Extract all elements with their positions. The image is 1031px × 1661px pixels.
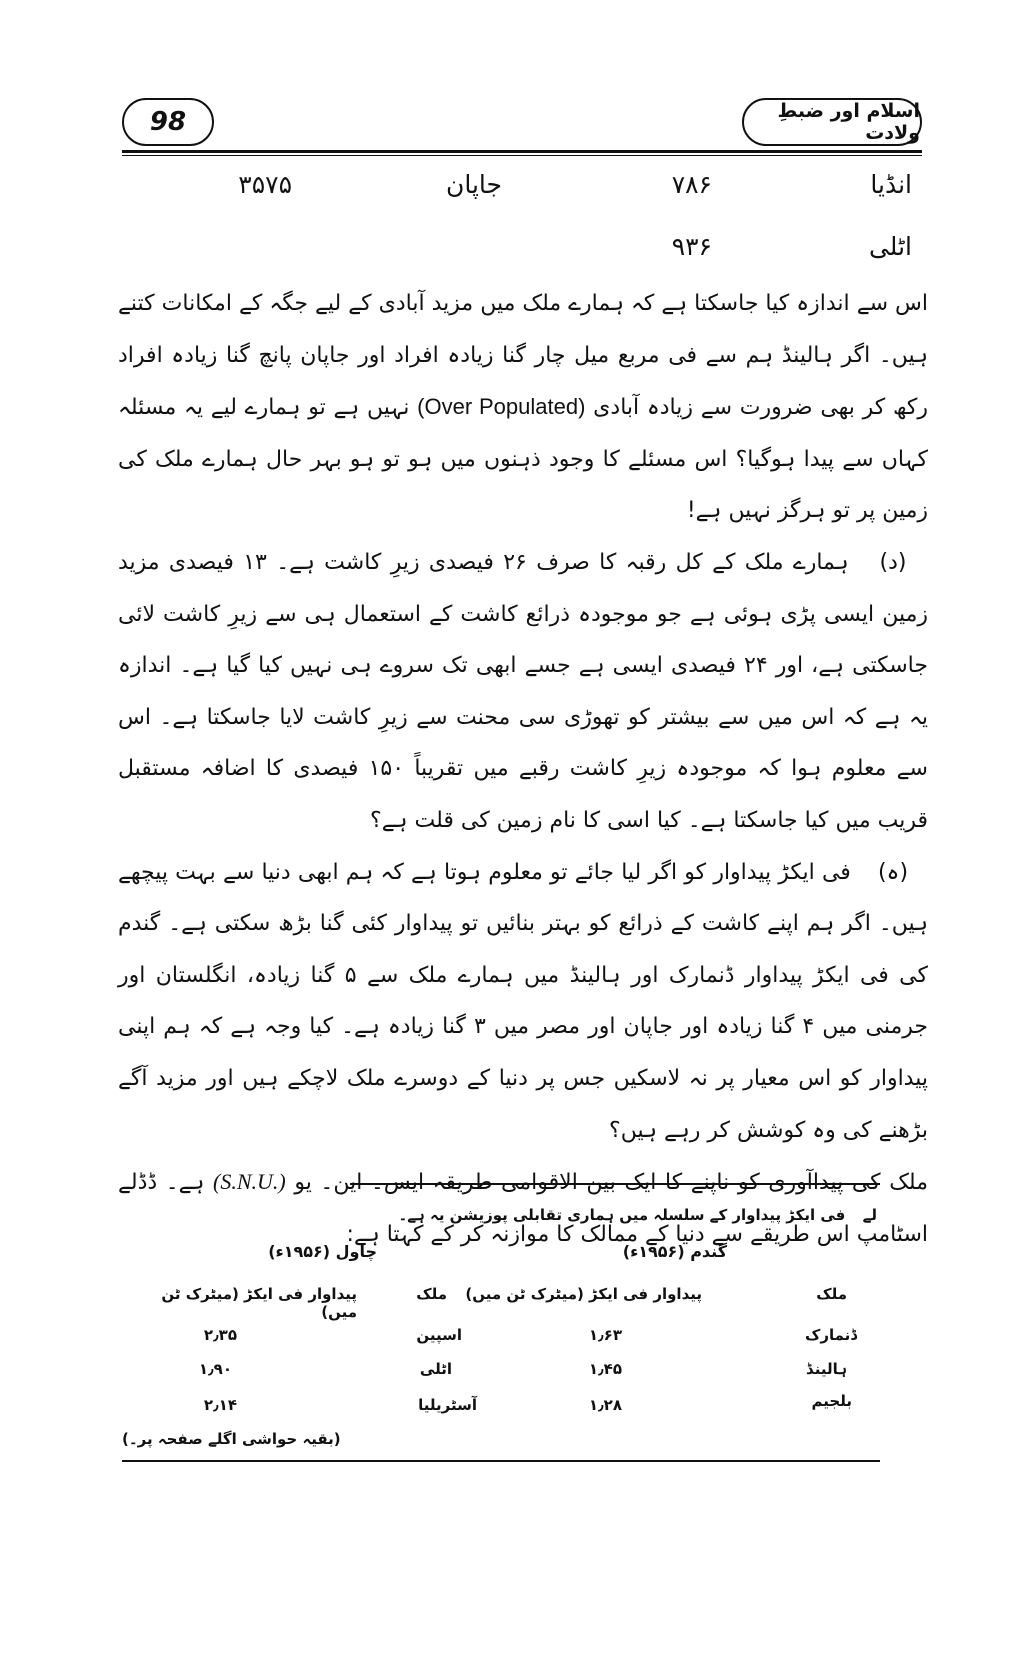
rice-value: ۲٫۳۵ [203,1326,237,1344]
country-cell: جاپان [445,170,502,199]
wheat-value: ۱٫۴۵ [588,1360,622,1378]
paragraph [118,278,928,537]
wheat-table-title: گندم (۱۹۵۶ء) [622,1242,727,1261]
bottom-rule [122,1460,880,1462]
english-abbreviation: (S.N.U.) [213,1169,286,1195]
paragraph-text: اس سے اندازہ کیا جاسکتا ہے کہ ہمارے ملک میں مزید آبادی کے لیے جگہ کے امکانات کتنے ہیں۔ اگر ہالینڈ ہم سے فی مربع میل چار گنا زیادہ افراد اور جاپان پانچ گنا زیادہ افراد رکھ کر بھی ضرورت سے زیادہ آبادی [118,291,928,421]
footnote-marker: لے [862,1206,877,1224]
english-term: (Over Populated) [417,394,586,420]
footnote-intro [398,1206,877,1224]
paragraph [118,537,928,847]
paragraph-label: (ہ) [877,859,909,885]
footnote-text: فی ایکڑ پیداوار کے سلسلہ میں ہماری تقابلی پوزیشن یہ ہے۔ [398,1206,846,1224]
country-cell: اٹلی [868,232,912,261]
paragraph [118,847,928,1157]
book-title: اسلام اور ضبطِ ولادت [742,98,922,146]
rice-value: ۲٫۱۴ [203,1396,237,1414]
header-rule [122,150,922,153]
column-header-yield: پیداوار فی ایکڑ (میٹرک ٹن میں) [465,1285,702,1303]
column-header-country: ملک [416,1285,447,1303]
wheat-country: ڈنمارک [805,1326,857,1344]
value-cell: ۳۵۷۵ [238,170,292,199]
rice-value: ۱٫۹۰ [198,1360,232,1378]
rice-country: آسٹریلیا [418,1396,477,1414]
rice-table-title: چاول (۱۹۵۶ء) [268,1242,377,1261]
paragraph-text: ملک کی پیداآوری کو ناپنے کا ایک بین الاقوامی طریقہ ایس۔ این۔ یو [294,1170,928,1196]
footnote-continued: (بقیہ حواشی اگلے صفحہ پر۔) [122,1430,341,1448]
paragraph-label: (د) [879,549,907,575]
paragraph-text: نہیں ہے تو ہمارے لیے یہ مسئلہ کہاں سے پیدا ہوگیا؟ اس مسئلے کا وجود ذہنوں میں ہو تو ہو بہر حال ہمارے ملک کی زمین پر تو ہرگز نہیں ہے! [118,395,928,524]
country-cell: انڈیا [870,170,912,199]
rice-country: اٹلی [419,1360,452,1378]
header-rule-thin [122,155,922,156]
value-cell: ۷۸۶ [671,170,712,199]
country-density-table [122,170,912,294]
wheat-country: ہالینڈ [806,1360,847,1378]
body-text [118,278,928,1260]
table-row [122,170,912,232]
rice-country: اسپین [416,1326,462,1344]
wheat-country: بلجیم [811,1392,852,1410]
value-cell: ۹۳۶ [671,232,712,261]
wheat-value: ۱٫۶۳ [588,1326,622,1344]
paragraph-text: فی ایکڑ پیداوار کو اگر لیا جائے تو معلوم ہوتا ہے کہ ہم ابھی دنیا سے بہت پیچھے ہیں۔ اگر ہم اپنے کاشت کے ذرائع کو بہتر بنائیں تو پیداوار کئی گنا بڑھ سکتی ہے۔ گندم کی فی ایکڑ پیداوار ڈنمارک اور ہالینڈ میں ہمارے ملک سے ۵ گنا زیادہ، انگلستان اور جرمنی میں ۴ گنا زیادہ اور جاپان اور مصر میں ۳ گنا زیادہ ہے۔ کیا وجہ ہے کہ ہم اپنی پیداوار کو اس معیار پر نہ لاسکیں جس پر دنیا کے دوسرے ملک لاچکے ہیں اور مزید آگے بڑھنے کی وہ کوشش کر رہے ہیں؟ [118,859,929,1143]
footnote-rule [350,1183,880,1185]
page-header [122,98,922,150]
page-number: 98 [122,98,214,146]
column-header-yield: پیداوار فی ایکڑ (میٹرک ٹن میں) [161,1285,357,1321]
wheat-value: ۱٫۲۸ [588,1396,622,1414]
paragraph-text: ہمارے ملک کے کل رقبہ کا صرف ۲۶ فیصدی زیرِ کاشت ہے۔ ۱۳ فیصدی مزید زمین ایسی پڑی ہوئی ہے جو موجودہ ذرائع کاشت کے استعمال ہی سے زیرِ کاشت لائی جاسکتی ہے، اور ۲۴ فیصدی ایسی ہے جسے ابھی تک سروے ہی نہیں کیا گیا ہے۔ اندازہ یہ ہے کہ اس میں سے بیشتر کو تھوڑی سی محنت سے زیرِ کاشت لایا جاسکتا ہے۔ اس سے معلوم ہوا کہ موجودہ زیرِ کاشت رقبے میں تقریباً ۱۵۰ فیصدی کا اضافہ مستقبل قریب میں کیا جاسکتا ہے۔ کیا اسی کا نام زمین کی قلت ہے؟ [118,549,928,833]
paragraph-text: ہے۔ ڈڈلے اسٹامپ اس طریقے سے دنیا کے ممالک کا موازنہ کر کے کہتا ہے: [118,1170,928,1247]
column-header-country: ملک [816,1285,847,1303]
